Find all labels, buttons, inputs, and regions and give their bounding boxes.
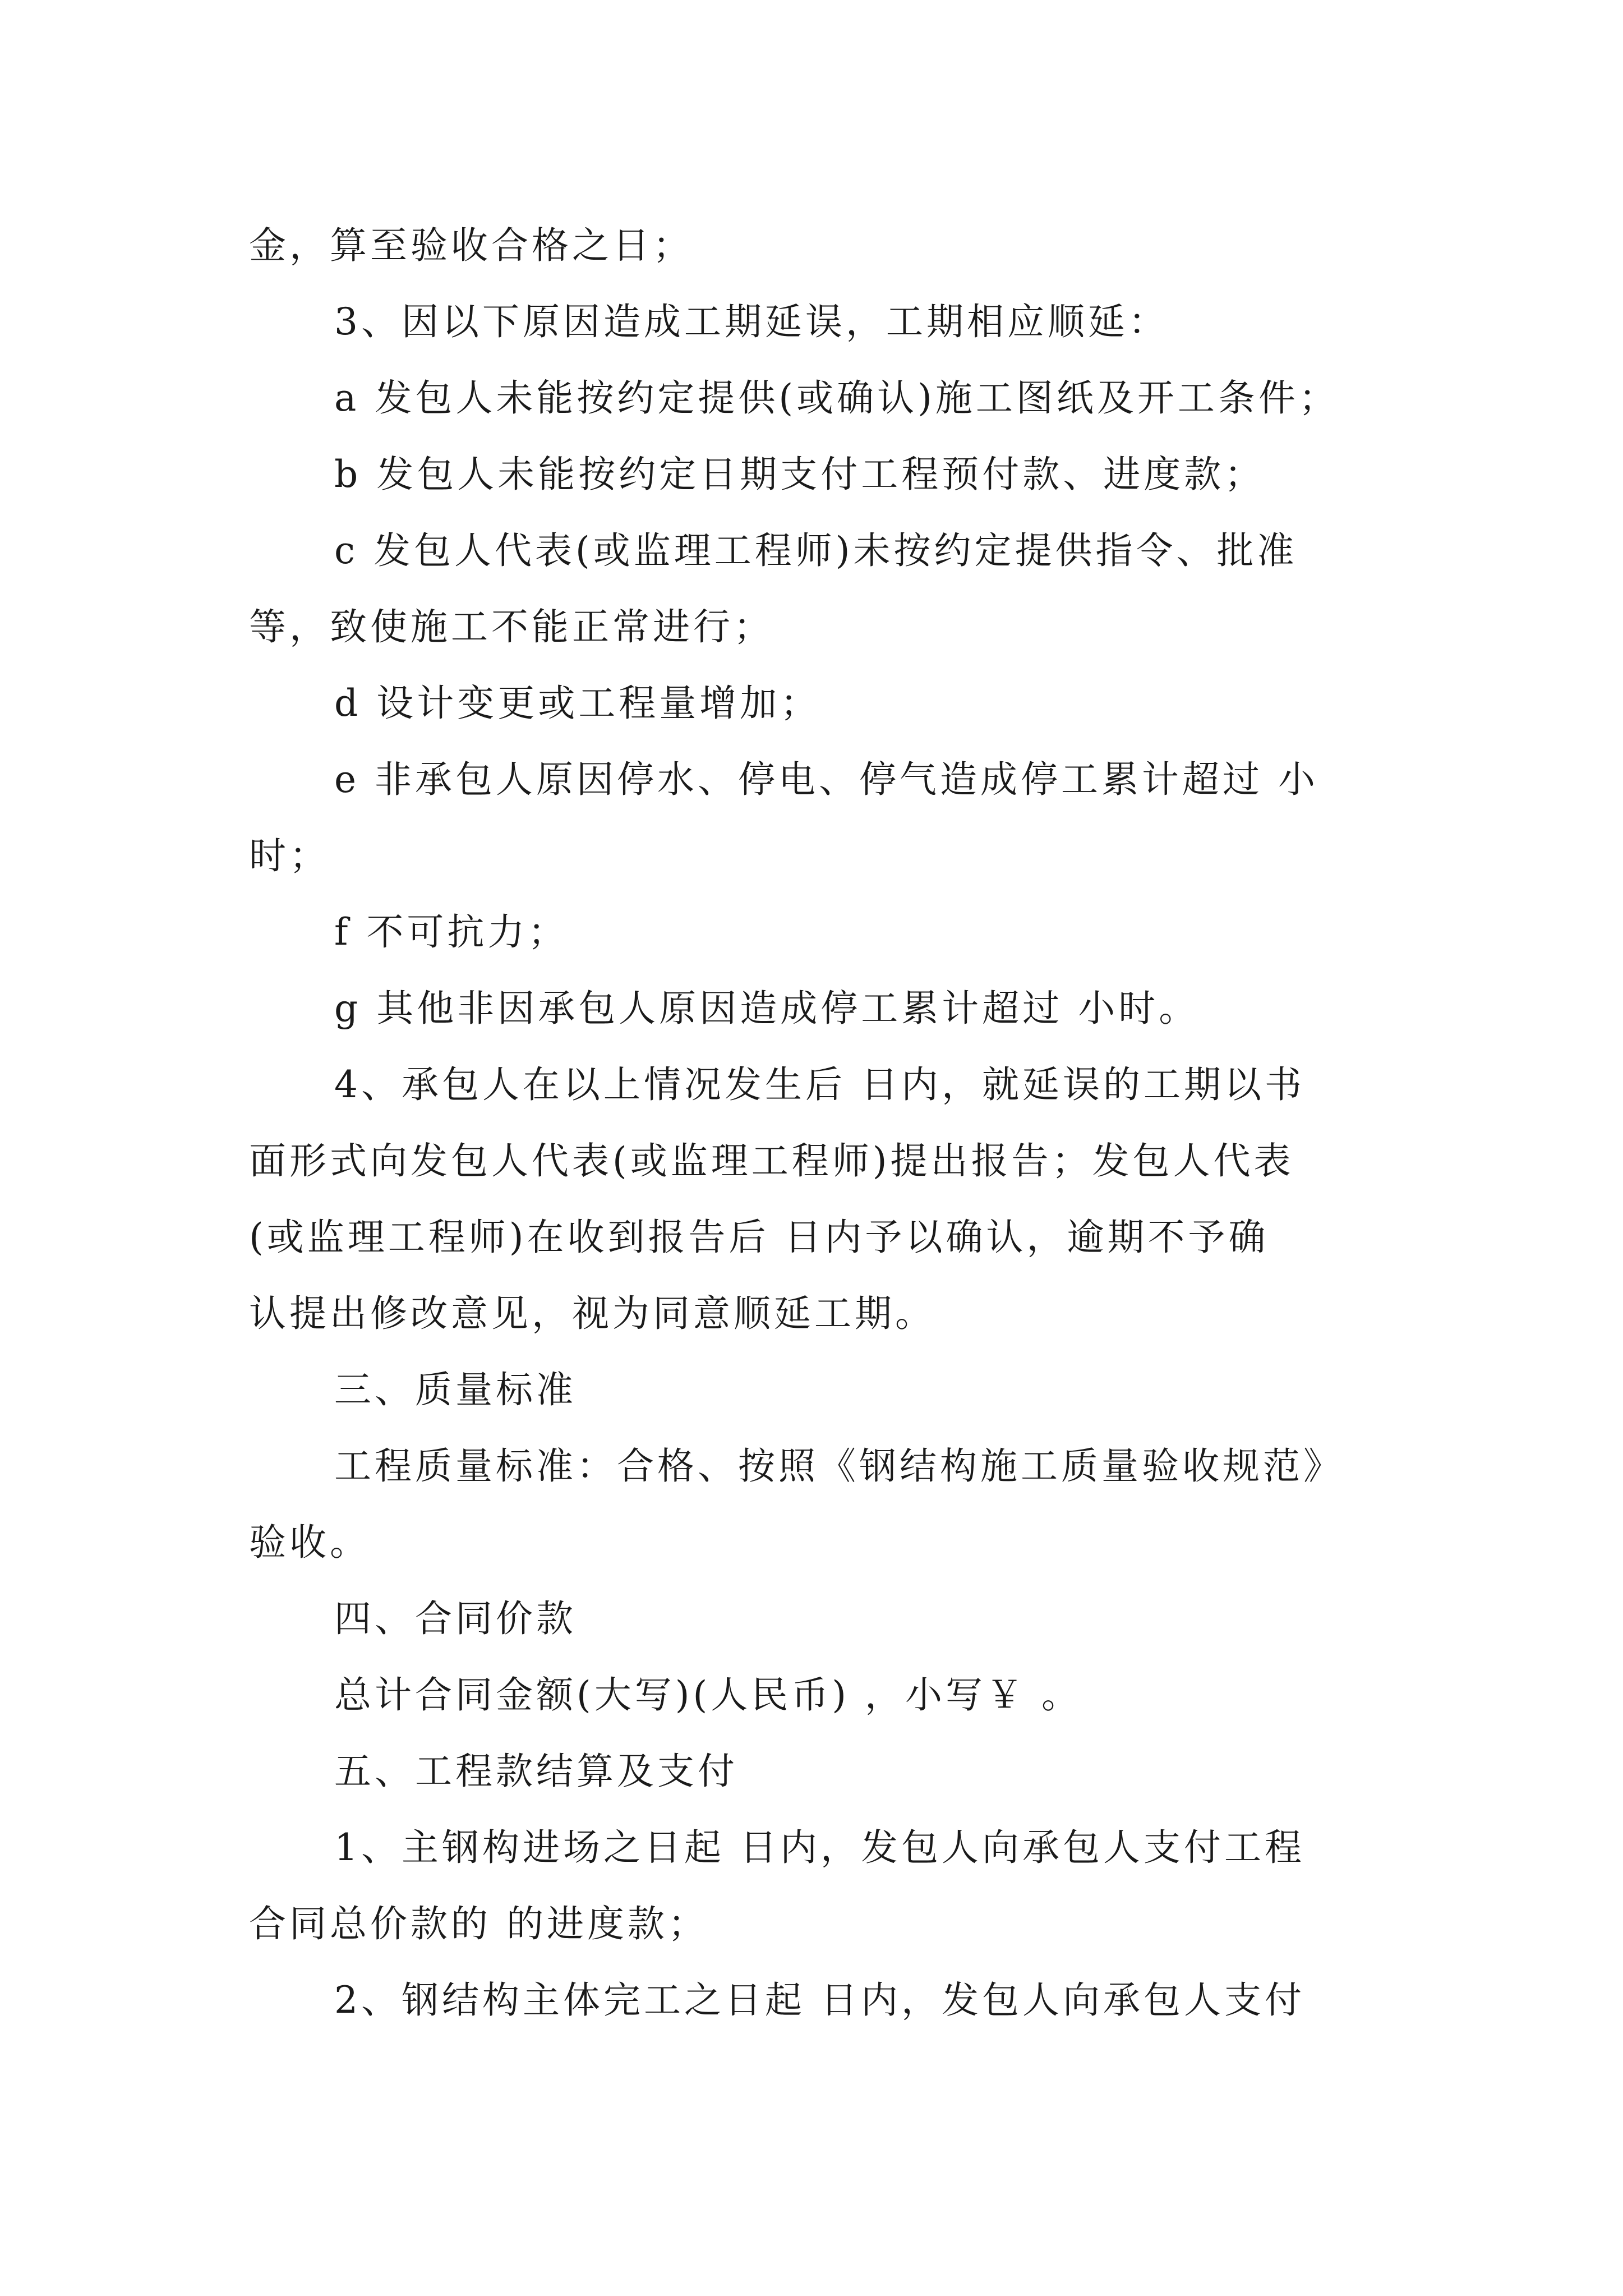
section-heading: 五、工程款结算及支付 [334,1750,738,1793]
text-line: (或监理工程师)在收到报告后 日内予以确认，逾期不予确 [249,1216,1269,1259]
text-line: 4、承包人在以上情况发生后 日内，就延误的工期以书 [334,1063,1305,1106]
text-line: 面形式向发包人代表(或监理工程师)提出报告；发包人代表 [249,1139,1294,1182]
text-line: f 不可抗力； [334,910,569,954]
text-line: 验收。 [249,1521,370,1564]
text-line: e 非承包人原因停水、停电、停气造成停工累计超过 小 [334,758,1319,801]
text-line: a 发包人未能按约定提供(或确认)施工图纸及开工条件； [334,376,1339,420]
text-line: c 发包人代表(或监理工程师)未按约定提供指令、批准 [334,529,1298,572]
text-line: 认提出修改意见，视为同意顺延工期。 [249,1292,935,1335]
text-line: 合同总价款的 的进度款； [249,1902,708,1945]
text-line: b 发包人未能按约定日期支付工程预付款、进度款； [334,453,1265,496]
section-heading: 三、质量标准 [334,1368,577,1411]
text-line: 等，致使施工不能正常进行； [249,605,774,648]
text-line: 总计合同金额(大写)(人民币) ，小写￥ 。 [334,1673,1082,1717]
text-line: 3、因以下原因造成工期延误，工期相应顺延： [334,300,1169,343]
text-line: g 其他非因承包人原因造成停工累计超过 小时。 [334,987,1200,1030]
text-line: d 设计变更或工程量增加； [334,682,821,725]
document-body [249,208,1393,2039]
text-line: 时； [249,834,330,877]
text-line: 金，算至验收合格之日； [249,224,693,267]
text-line: 2、钢结构主体完工之日起 日内，发包人向承包人支付 [334,1978,1305,2022]
text-line: 工程质量标准：合格、按照《钢结构施工质量验收规范》 [334,1444,1344,1488]
section-heading: 四、合同价款 [334,1597,577,1640]
text-line: 1、主钢构进场之日起 日内，发包人向承包人支付工程 [334,1826,1305,1869]
